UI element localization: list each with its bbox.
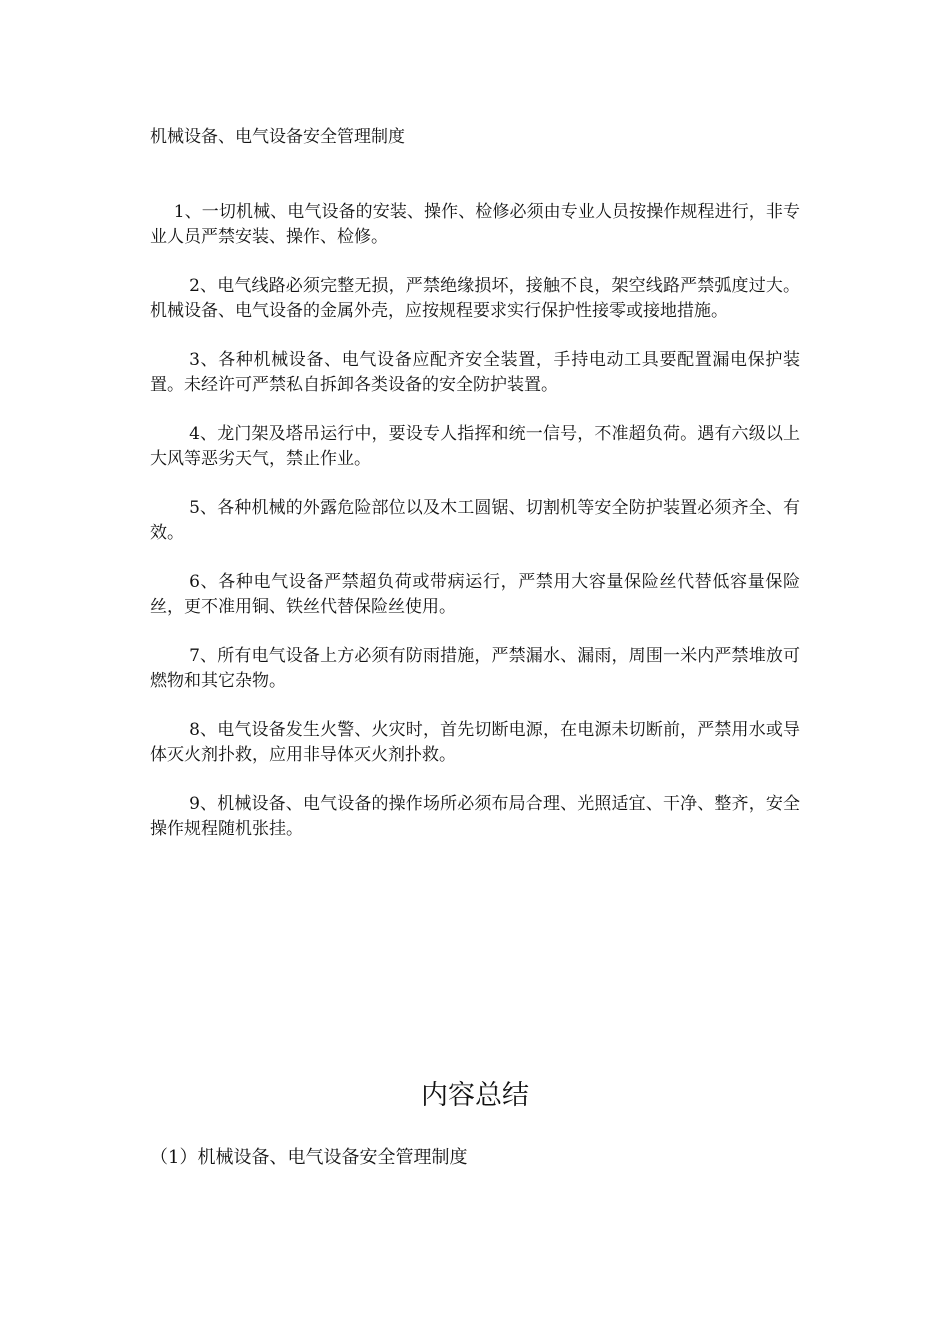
document-title: 机械设备、电气设备安全管理制度	[150, 127, 405, 147]
clause-2: 2、电气线路必须完整无损，严禁绝缘损坏，接触不良，架空线路严禁弧度过大。机械设备、电气设备的金属外壳，应按规程要求实行保护性接零或接地措施。	[150, 276, 800, 321]
clause-1: 1、一切机械、电气设备的安装、操作、检修必须由专业人员按操作规程进行，非专业人员严禁安装、操作、检修。	[150, 202, 800, 247]
clause-7: 7、所有电气设备上方必须有防雨措施，严禁漏水、漏雨，周围一米内严禁堆放可燃物和其它杂物。	[150, 646, 800, 691]
clause-8: 8、电气设备发生火警、火灾时，首先切断电源，在电源未切断前，严禁用水或导体灭火剂扑救，应用非导体灭火剂扑救。	[150, 720, 800, 765]
summary-item-1: （1）机械设备、电气设备安全管理制度	[150, 1147, 468, 1168]
clause-4: 4、龙门架及塔吊运行中，要设专人指挥和统一信号，不准超负荷。遇有六级以上大风等恶劣天气，禁止作业。	[150, 424, 800, 469]
summary-heading: 内容总结	[421, 1080, 529, 1111]
clause-9: 9、机械设备、电气设备的操作场所必须布局合理、光照适宜、干净、整齐，安全操作规程随机张挂。	[150, 794, 800, 839]
clause-3: 3、各种机械设备、电气设备应配齐安全装置，手持电动工具要配置漏电保护装置。未经许可严禁私自拆卸各类设备的安全防护装置。	[150, 350, 800, 395]
clause-list	[150, 200, 800, 866]
clause-5: 5、各种机械的外露危险部位以及木工圆锯、切割机等安全防护装置必须齐全、有效。	[150, 498, 800, 543]
clause-6: 6、各种电气设备严禁超负荷或带病运行，严禁用大容量保险丝代替低容量保险丝，更不准用铜、铁丝代替保险丝使用。	[150, 572, 800, 617]
